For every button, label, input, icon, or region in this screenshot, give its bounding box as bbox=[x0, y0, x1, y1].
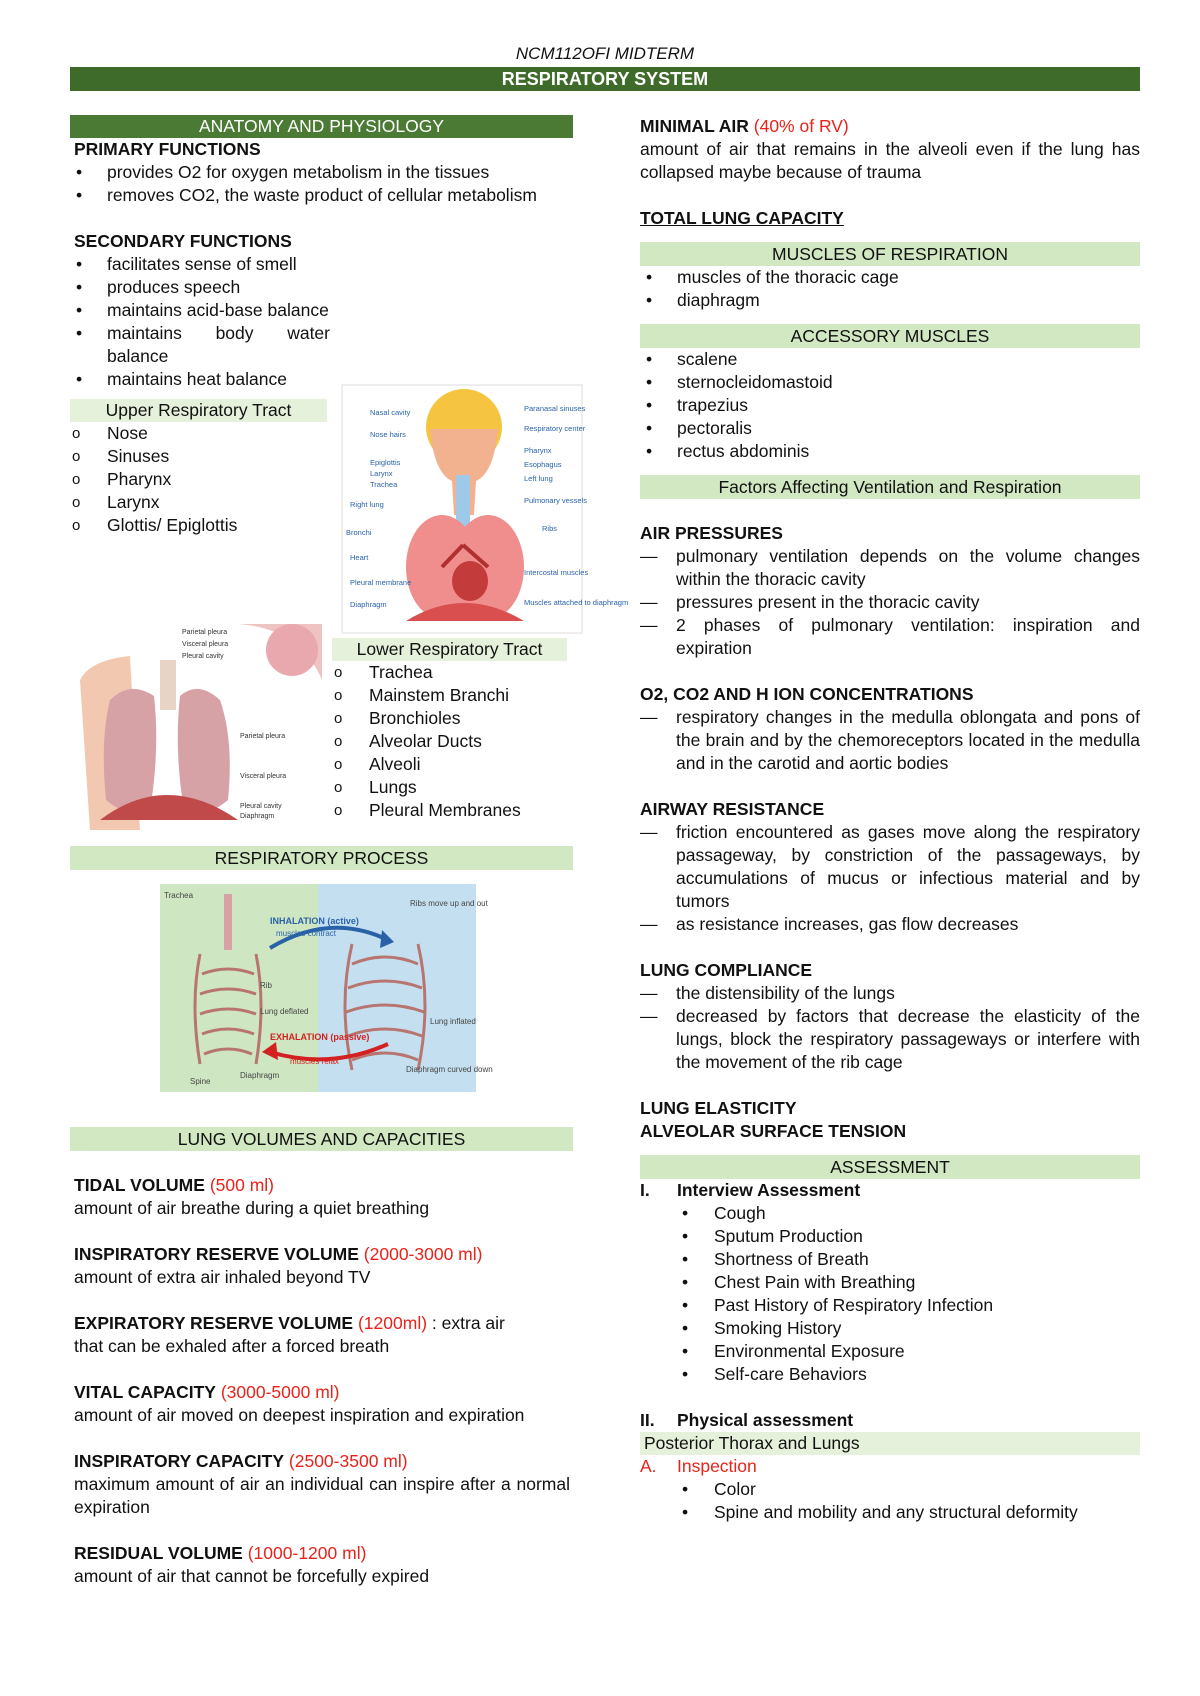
list-item: • maintains acid-base balance bbox=[70, 299, 330, 322]
process-label: Spine bbox=[190, 1077, 211, 1086]
lower-tract-list bbox=[332, 661, 572, 822]
anatomy-label: Nose hairs bbox=[370, 430, 406, 439]
volume-entry bbox=[74, 1542, 570, 1588]
document-title: RESPIRATORY SYSTEM bbox=[70, 67, 1140, 91]
inspection-list bbox=[640, 1478, 1140, 1524]
volume-entry bbox=[74, 1174, 570, 1220]
anatomy-label: Pleural membrane bbox=[350, 578, 412, 587]
secondary-functions-list bbox=[70, 253, 330, 391]
volume-entry bbox=[74, 1381, 570, 1427]
anatomy-label: Left lung bbox=[524, 474, 553, 483]
anatomy-label: Right lung bbox=[350, 500, 384, 509]
process-label: Lung inflated bbox=[430, 1017, 476, 1026]
list-item: • scalene bbox=[640, 348, 1140, 371]
list-item: • produces speech bbox=[70, 276, 330, 299]
list-item: • Smoking History bbox=[640, 1317, 1140, 1340]
section-accessory-title: ACCESSORY MUSCLES bbox=[640, 324, 1140, 348]
lower-tract-heading: Lower Respiratory Tract bbox=[332, 638, 567, 661]
primary-functions-heading: PRIMARY FUNCTIONS bbox=[74, 139, 261, 159]
muscles-list bbox=[640, 266, 1140, 312]
primary-functions-list bbox=[70, 161, 573, 207]
volume-desc: amount of air that cannot be forcefully expired bbox=[74, 1566, 430, 1586]
list-item: — friction encountered as gases move along the respiratory passageway, by constriction of the passageways, by accumulations of mucus or infectious material and by tumors bbox=[640, 821, 1140, 913]
lung-volumes-section bbox=[70, 1127, 573, 1588]
list-item: o Pleural Membranes bbox=[332, 799, 572, 822]
interview-heading bbox=[640, 1179, 1140, 1202]
process-label: Ribs move up and out bbox=[410, 899, 488, 908]
volume-name: EXPIRATORY RESERVE VOLUME bbox=[74, 1313, 354, 1333]
list-item: • removes CO2, the waste product of cellular metabolism bbox=[70, 184, 573, 207]
document-header: NCM112OFI MIDTERM bbox=[515, 44, 695, 63]
pleura-diagram bbox=[70, 620, 332, 842]
section-assessment-title: ASSESSMENT bbox=[640, 1155, 1140, 1179]
volume-desc: amount of air moved on deepest inspiration and expiration bbox=[74, 1405, 525, 1425]
section-process-title: RESPIRATORY PROCESS bbox=[70, 846, 573, 870]
list-item: o Trachea bbox=[332, 661, 572, 684]
interview-list bbox=[640, 1202, 1140, 1386]
list-item: • Chest Pain with Breathing bbox=[640, 1271, 1140, 1294]
volume-name: INSPIRATORY RESERVE VOLUME bbox=[74, 1244, 359, 1264]
minimal-air-name: MINIMAL AIR bbox=[640, 116, 749, 136]
anatomy-label: Nasal cavity bbox=[370, 408, 411, 417]
process-label: EXHALATION (passive) bbox=[270, 1032, 370, 1042]
process-label: Diaphragm bbox=[240, 1071, 280, 1080]
list-item: • diaphragm bbox=[640, 289, 1140, 312]
anatomy-label: Larynx bbox=[370, 469, 393, 478]
list-item: o Bronchioles bbox=[332, 707, 572, 730]
inspection-heading bbox=[640, 1455, 1140, 1478]
list-item: o Nose bbox=[70, 422, 310, 445]
volume-value: (3000-5000 ml) bbox=[220, 1382, 340, 1402]
alpha-marker: A. bbox=[640, 1456, 657, 1476]
volume-value: (1200ml) bbox=[357, 1313, 428, 1333]
minimal-air-desc: amount of air that remains in the alveoli even if the lung has collapsed maybe because of trauma bbox=[640, 139, 1140, 182]
anatomy-label: Intercostal muscles bbox=[524, 568, 589, 577]
list-item: • pectoralis bbox=[640, 417, 1140, 440]
list-item: o Lungs bbox=[332, 776, 572, 799]
anatomy-label: Esophagus bbox=[524, 460, 562, 469]
volume-name: RESIDUAL VOLUME bbox=[74, 1543, 243, 1563]
minimal-air-value: (40% of RV) bbox=[753, 116, 849, 136]
list-item: — pulmonary ventilation depends on the volume changes within the thoracic cavity bbox=[640, 545, 1140, 591]
volume-desc: maximum amount of air an individual can inspire after a normal expiration bbox=[74, 1474, 570, 1517]
pleura-label: Visceral pleura bbox=[182, 641, 229, 648]
ion-concentrations-heading: O2, CO2 AND H ION CONCENTRATIONS bbox=[640, 684, 974, 704]
volume-desc: that can be exhaled after a forced breath bbox=[74, 1336, 390, 1356]
airway-resistance-list bbox=[640, 821, 1140, 936]
total-lung-capacity-heading: TOTAL LUNG CAPACITY bbox=[640, 208, 844, 228]
anatomy-label: Respiratory center bbox=[524, 424, 586, 433]
list-item: • muscles of the thoracic cage bbox=[640, 266, 1140, 289]
alveolar-surface-tension-heading: ALVEOLAR SURFACE TENSION bbox=[640, 1121, 907, 1141]
pleura-label: Pleural cavity bbox=[240, 803, 282, 810]
list-item: — decreased by factors that decrease the elasticity of the lungs, block the respiratory passageways or interfere with the movement of the rib cage bbox=[640, 1005, 1140, 1074]
lung-compliance-heading: LUNG COMPLIANCE bbox=[640, 960, 813, 980]
list-item: • maintains heat balance bbox=[70, 368, 330, 391]
air-pressures-list bbox=[640, 545, 1140, 660]
list-item: — the distensibility of the lungs bbox=[640, 982, 1140, 1005]
anatomy-label: Ribs bbox=[542, 524, 558, 533]
respiratory-anatomy-diagram bbox=[342, 385, 629, 633]
anatomy-label: Trachea bbox=[370, 480, 398, 489]
list-item: o Pharynx bbox=[70, 468, 310, 491]
list-item: • Sputum Production bbox=[640, 1225, 1140, 1248]
pleura-label: Parietal pleura bbox=[240, 733, 286, 740]
process-label: Trachea bbox=[164, 891, 194, 900]
list-item: • Past History of Respiratory Infection bbox=[640, 1294, 1140, 1317]
list-item: • Spine and mobility and any structural deformity bbox=[640, 1501, 1140, 1524]
interview-title: Interview Assessment bbox=[677, 1180, 861, 1200]
volume-name: VITAL CAPACITY bbox=[74, 1382, 216, 1402]
inspection-title: Inspection bbox=[677, 1456, 757, 1476]
list-item: — pressures present in the thoracic cavity bbox=[640, 591, 1140, 614]
list-item: • maintains body water balance bbox=[70, 322, 330, 368]
list-item: • Shortness of Breath bbox=[640, 1248, 1140, 1271]
volume-desc: amount of air breathe during a quiet breathing bbox=[74, 1198, 430, 1218]
secondary-functions-heading: SECONDARY FUNCTIONS bbox=[74, 231, 292, 251]
list-item: — as resistance increases, gas flow decreases bbox=[640, 913, 1140, 936]
volume-value: (1000-1200 ml) bbox=[247, 1543, 367, 1563]
pleura-label: Visceral pleura bbox=[240, 773, 287, 780]
list-item: • trapezius bbox=[640, 394, 1140, 417]
list-item: • sternocleidomastoid bbox=[640, 371, 1140, 394]
anatomy-label: Heart bbox=[350, 553, 369, 562]
list-item: • Environmental Exposure bbox=[640, 1340, 1140, 1363]
list-item: • Cough bbox=[640, 1202, 1140, 1225]
physical-heading bbox=[640, 1409, 1140, 1432]
volume-name: TIDAL VOLUME bbox=[74, 1175, 205, 1195]
list-item: o Alveolar Ducts bbox=[332, 730, 572, 753]
volume-name: INSPIRATORY CAPACITY bbox=[74, 1451, 285, 1471]
volume-entry bbox=[74, 1312, 570, 1358]
volume-desc: amount of extra air inhaled beyond TV bbox=[74, 1267, 371, 1287]
list-item: o Glottis/ Epiglottis bbox=[70, 514, 310, 537]
volume-value: (2500-3500 ml) bbox=[288, 1451, 408, 1471]
list-item: • facilitates sense of smell bbox=[70, 253, 330, 276]
anatomy-label: Pulmonary vessels bbox=[524, 496, 587, 505]
airway-resistance-heading: AIRWAY RESISTANCE bbox=[640, 799, 825, 819]
list-item: • Self-care Behaviors bbox=[640, 1363, 1140, 1386]
process-label: Rib bbox=[260, 981, 273, 990]
volume-desc-inline: : extra air bbox=[431, 1313, 505, 1333]
volume-value: (500 ml) bbox=[209, 1175, 274, 1195]
anatomy-label: Paranasal sinuses bbox=[524, 404, 586, 413]
posterior-thorax-heading: Posterior Thorax and Lungs bbox=[640, 1432, 1140, 1455]
anatomy-label: Epiglottis bbox=[370, 458, 401, 467]
section-factors-title: Factors Affecting Ventilation and Respiration bbox=[640, 475, 1140, 499]
section-anatomy-title: ANATOMY AND PHYSIOLOGY bbox=[70, 115, 573, 138]
lung-elasticity-heading: LUNG ELASTICITY bbox=[640, 1098, 797, 1118]
list-item: — respiratory changes in the medulla oblongata and pons of the brain and by the chemoreceptors located in the medulla and in the carotid and aortic bodies bbox=[640, 706, 1140, 775]
upper-tract-list bbox=[70, 422, 310, 537]
process-label: Lung deflated bbox=[260, 1007, 309, 1016]
upper-tract-heading: Upper Respiratory Tract bbox=[70, 399, 327, 422]
list-item: — 2 phases of pulmonary ventilation: inspiration and expiration bbox=[640, 614, 1140, 660]
section-muscles-title: MUSCLES OF RESPIRATION bbox=[640, 242, 1140, 266]
volume-value: (2000-3000 ml) bbox=[363, 1244, 483, 1264]
anatomy-label: Diaphragm bbox=[350, 600, 387, 609]
list-item: • Color bbox=[640, 1478, 1140, 1501]
process-label: Diaphragm curved down bbox=[406, 1065, 493, 1074]
pleura-label: Pleural cavity bbox=[182, 653, 224, 660]
list-item: o Alveoli bbox=[332, 753, 572, 776]
pleura-label: Diaphragm bbox=[240, 813, 275, 820]
section-volumes-title: LUNG VOLUMES AND CAPACITIES bbox=[70, 1127, 573, 1151]
anatomy-label: Bronchi bbox=[346, 528, 372, 537]
list-item: o Sinuses bbox=[70, 445, 310, 468]
volume-entry bbox=[74, 1450, 570, 1519]
list-item: • provides O2 for oxygen metabolism in the tissues bbox=[70, 161, 573, 184]
roman-numeral: II. bbox=[640, 1410, 655, 1430]
list-item: • rectus abdominis bbox=[640, 440, 1140, 463]
right-column bbox=[640, 115, 1140, 1524]
accessory-list bbox=[640, 348, 1140, 463]
list-item: o Larynx bbox=[70, 491, 310, 514]
anatomy-label: Muscles attached to diaphragm bbox=[524, 598, 629, 607]
air-pressures-heading: AIR PRESSURES bbox=[640, 523, 783, 543]
lower-tract-block bbox=[332, 638, 572, 822]
volume-entry bbox=[74, 1243, 570, 1289]
lung-compliance-list bbox=[640, 982, 1140, 1074]
minimal-air-entry bbox=[640, 115, 1140, 184]
respiratory-process-diagram bbox=[160, 884, 493, 1092]
anatomy-label: Pharynx bbox=[524, 446, 552, 455]
physical-title: Physical assessment bbox=[677, 1410, 854, 1430]
process-label: INHALATION (active) bbox=[270, 916, 359, 926]
ion-concentrations-list bbox=[640, 706, 1140, 775]
process-label: muscles relax bbox=[290, 1057, 339, 1066]
list-item: o Mainstem Branchi bbox=[332, 684, 572, 707]
pleura-label: Parietal pleura bbox=[182, 629, 228, 636]
process-label: muscles contract bbox=[276, 929, 337, 938]
roman-numeral: I. bbox=[640, 1180, 650, 1200]
